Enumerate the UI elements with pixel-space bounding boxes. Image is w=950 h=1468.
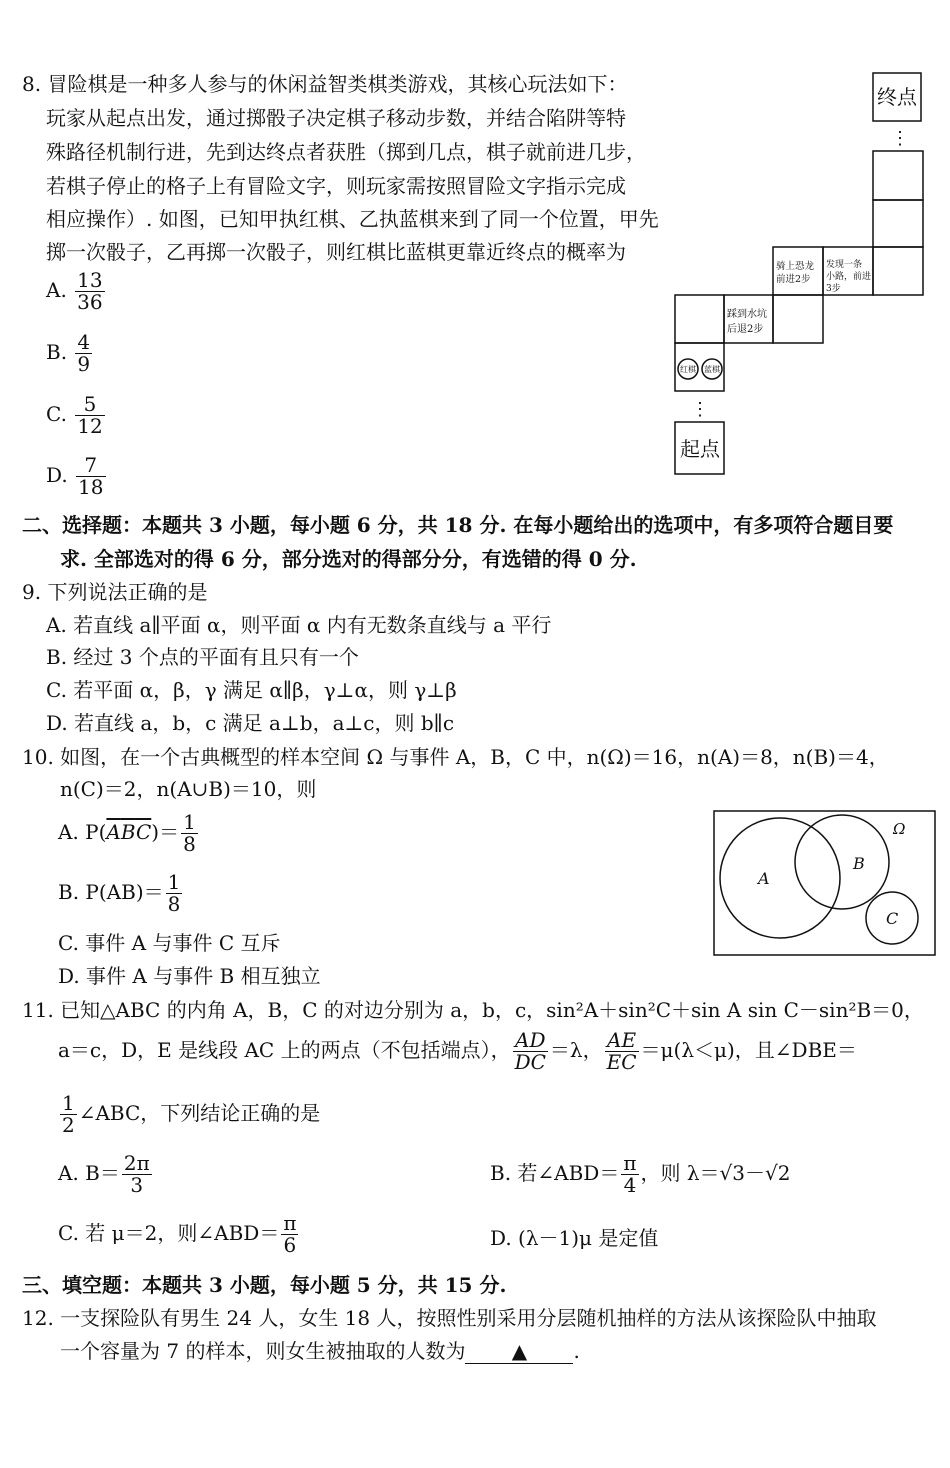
q8-line-3: 殊路径机制行进，先到达终点者获胜（掷到几点，棋子就前进几步，: [46, 140, 646, 164]
board-cell: [873, 151, 923, 200]
complement-c: $\overline{C}$: [135, 820, 152, 844]
q8-line-5: 相应操作）. 如图，已知甲执红棋、乙执蓝棋来到了同一个位置，甲先: [46, 207, 659, 231]
q11-option-b: B. 若∠ABD＝ $\frac{\pi}{4}$ ，则 λ＝√3－√2: [490, 1151, 791, 1197]
board-cell: [873, 247, 923, 295]
q9-stem: 9. 下列说法正确的是: [22, 580, 208, 604]
section-2-heading: 二、选择题：本题共 3 小题，每小题 6 分，共 18 分. 在每小题给出的选项中，有多项符合题目要: [22, 513, 894, 537]
option-fraction: $\frac{\pi}{4}$: [623, 1151, 637, 1197]
trap-text: 骑上恐龙: [776, 261, 815, 272]
option-fraction: $\frac{1}{8}$: [167, 870, 181, 916]
q11-line-1: 11. 已知△ABC 的内角 A，B，C 的对边分别为 a，b，c，sin²A＋sin²C＋sin A sin C－sin²B＝0，: [22, 998, 924, 1022]
q9-option-b: B. 经过 3 个点的平面有且只有一个: [46, 645, 359, 669]
q10-option-a: A. $P(\overline{A}\overline{B}\overline{C})=$ $\frac{1}{8}$: [58, 810, 196, 856]
board-cell: [873, 200, 923, 247]
triangle-icon: ▲: [511, 1339, 528, 1363]
option-label: C.: [46, 402, 67, 426]
option-fraction: $\frac{\pi}{6}$: [283, 1211, 297, 1257]
q11-line-2: a＝c，D，E 是线段 AC 上的两点（不包括端点）， $\frac{AD}{DC}$ ＝λ， $\frac{AE}{EC}$ ＝μ(λ＜μ)，且∠DBE＝: [58, 1028, 857, 1074]
section-3-heading: 三、填空题：本题共 3 小题，每小题 5 分，共 15 分.: [22, 1273, 507, 1297]
option-fraction: $\frac{13}{36}$: [77, 268, 103, 314]
q11-option-c: C. 若 μ＝2，则∠ABD＝ $\frac{\pi}{6}$: [58, 1211, 297, 1257]
blue-piece-label: 蓝棋: [704, 365, 720, 374]
dots-icon: ⋮: [891, 128, 909, 149]
venn-diagram: [713, 810, 938, 958]
red-piece-label: 红棋: [680, 365, 696, 374]
end-label: 终点: [877, 85, 917, 109]
b-label: B: [853, 854, 865, 873]
game-board-diagram: [660, 60, 940, 490]
option-fraction: $\frac{4}{9}$: [77, 330, 91, 376]
complement-a: $\overline{A}$: [106, 820, 121, 844]
start-label: 起点: [680, 437, 720, 461]
ratio-ae-ec: $\frac{AE}{EC}$: [606, 1028, 637, 1074]
q8-line-1: 8. 冒险棋是一种多人参与的休闲益智类棋类游戏，其核心玩法如下：: [22, 72, 628, 96]
complement-b: $\overline{B}$: [120, 820, 136, 844]
section-2-heading-cont: 求. 全部选对的得 6 分，部分选对的得部分分，有选错的得 0 分.: [60, 547, 637, 571]
option-label: A.: [46, 278, 67, 302]
q12-line-2: 一个容量为 7 的样本，则女生被抽取的人数为 ▲ .: [60, 1339, 580, 1363]
q10-option-b: B. P(AB)＝ $\frac{1}{8}$: [58, 870, 181, 916]
omega-label: Ω: [893, 820, 906, 838]
trap-text: 踩到水坑: [727, 309, 767, 320]
q8-line-4: 若棋子停止的格子上有冒险文字，则玩家需按照冒险文字指示完成: [46, 174, 626, 198]
a-label: A: [758, 869, 770, 888]
trap-text: 发现一条: [826, 260, 863, 270]
q10-line-2: n(C)＝2，n(A∪B)＝10，则: [60, 777, 317, 801]
option-fraction: $\frac{7}{18}$: [78, 453, 104, 499]
trap-text: 后退2步: [727, 324, 764, 335]
event-a-circle: [720, 818, 840, 938]
q8-line-6: 掷一次骰子，乙再掷一次骰子，则红棋比蓝棋更靠近终点的概率为: [46, 240, 626, 264]
trap-text: 小路，前进: [826, 272, 872, 282]
q8-option-a: [46, 270, 107, 313]
option-fraction: $\frac{1}{8}$: [183, 810, 196, 856]
q8-option-d: [46, 455, 108, 498]
option-label: B.: [46, 340, 68, 364]
q10-option-c: C. 事件 A 与事件 C 互斥: [58, 931, 281, 955]
option-fraction: $\frac{2\pi}{3}$: [123, 1151, 150, 1197]
q9-option-a: A. 若直线 a∥平面 α，则平面 α 内有无数条直线与 a 平行: [46, 613, 552, 637]
q8-option-c: [46, 394, 107, 437]
ratio-ad-dc: $\frac{AD}{DC}$: [514, 1028, 546, 1074]
q11-option-d: D. (λ－1)μ 是定值: [490, 1226, 659, 1250]
q11-option-a: A. B＝ $\frac{2\pi}{3}$: [58, 1151, 150, 1197]
q10-line-1: 10. 如图，在一个古典概型的样本空间 Ω 与事件 A，B，C 中，n(Ω)＝16，n(A)＝8，n(B)＝4，: [22, 745, 889, 769]
q8-option-b: [46, 332, 94, 375]
option-fraction: $\frac{5}{12}$: [77, 392, 103, 438]
event-b-circle: [795, 815, 889, 909]
half-fraction: $\frac{1}{2}$: [62, 1091, 75, 1137]
c-label: C: [886, 909, 899, 928]
option-label: D.: [46, 463, 68, 487]
q11-line-3: $\frac{1}{2}$ ∠ABC，下列结论正确的是: [62, 1091, 321, 1137]
q10-option-d: D. 事件 A 与事件 B 相互独立: [58, 964, 321, 988]
answer-blank: [465, 1339, 573, 1364]
board-cell: [773, 295, 823, 343]
q12-line-1: 12. 一支探险队有男生 24 人，女生 18 人，按照性别采用分层随机抽样的方法从该探险队中抽取: [22, 1306, 877, 1330]
dots-icon: ⋮: [691, 399, 709, 420]
board-cell: [675, 295, 724, 343]
trap-text: 3步: [826, 284, 841, 294]
trap-text: 前进2步: [776, 274, 811, 285]
q9-option-c: C. 若平面 α，β，γ 满足 α∥β，γ⊥α，则 γ⊥β: [46, 678, 457, 702]
q9-option-d: D. 若直线 a，b，c 满足 a⊥b，a⊥c，则 b∥c: [46, 711, 455, 735]
q8-line-2: 玩家从起点出发，通过掷骰子决定棋子移动步数，并结合陷阱等特: [46, 106, 626, 130]
